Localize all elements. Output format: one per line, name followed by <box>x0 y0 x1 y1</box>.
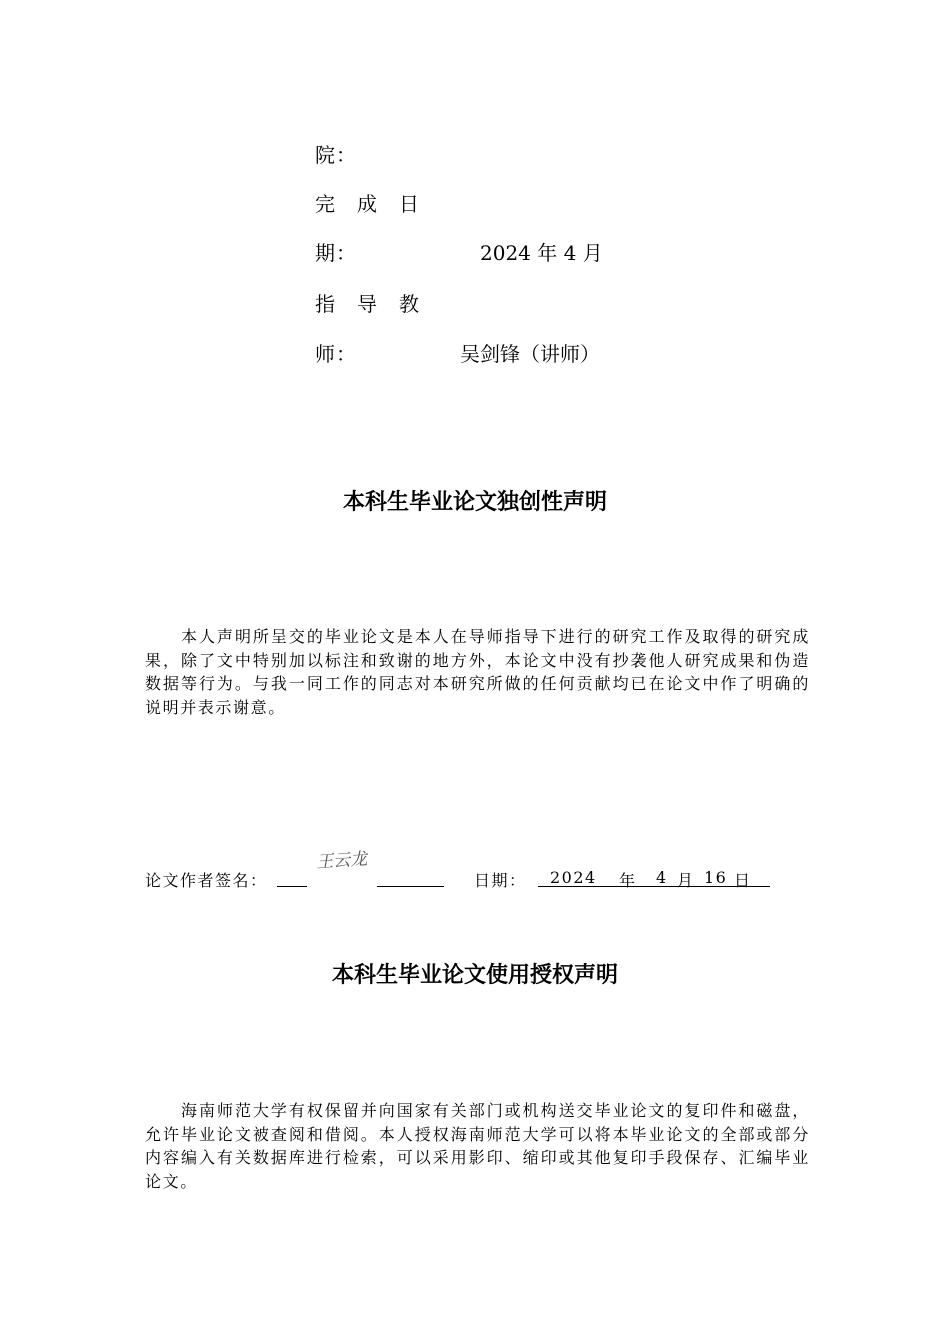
date-day-unit: 日 <box>734 871 752 890</box>
originality-title: 本科生毕业论文独创性声明 <box>342 490 607 515</box>
completion-date-value: 2024 年 4 月 <box>480 241 603 265</box>
advisor-value: 吴剑锋（讲师） <box>460 342 600 366</box>
date-month: 4 <box>656 868 668 887</box>
originality-body <box>145 625 810 719</box>
originality-paragraph: 本人声明所呈交的毕业论文是本人在导师指导下进行的研究工作及取得的研究成果，除了文中特别加以标注和致谢的地方外，本论文中没有抄袭他人研究成果和伪造数据等行为。与我一同工作的同志对本研究所做的任何贡献均已在论文中作了明确的说明并表示谢意。 <box>145 627 810 717</box>
signature-underline-left <box>277 886 307 887</box>
date-month-unit: 月 <box>677 871 695 890</box>
date-year-unit: 年 <box>619 871 637 890</box>
signature-underline-right <box>377 886 444 887</box>
advisor-label-line2: 师： <box>315 342 357 366</box>
date-label: 日期： <box>474 871 527 890</box>
college-label: 院： <box>315 143 357 167</box>
handwritten-signature: 王云龙 <box>315 849 368 873</box>
advisor-label-line1: 指 导 教 <box>315 292 420 316</box>
author-signature-label: 论文作者签名： <box>145 871 268 890</box>
date-day: 16 <box>704 868 728 887</box>
authorization-body <box>145 1099 810 1193</box>
authorization-paragraph: 海南师范大学有权保留并向国家有关部门或机构送交毕业论文的复印件和磁盘，允许毕业论文被查阅和借阅。本人授权海南师范大学可以将本毕业论文的全部或部分内容编入有关数据库进行检索，可以采用影印、缩印或其他复印手段保存、汇编毕业论文。 <box>145 1101 810 1191</box>
completion-date-label-line1: 完 成 日 <box>315 192 420 216</box>
date-year: 2024 <box>550 868 597 887</box>
authorization-title: 本科生毕业论文使用授权声明 <box>331 963 618 988</box>
completion-date-label-line2: 期： <box>315 241 357 265</box>
